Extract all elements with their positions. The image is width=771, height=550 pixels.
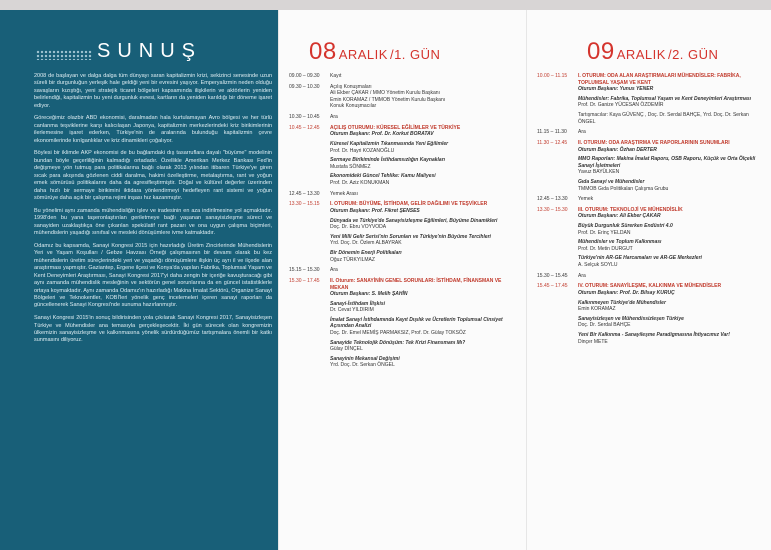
speaker-name: Dr. Cevat YILDIRIM: [330, 307, 374, 314]
session-content: [330, 267, 519, 274]
intro-text: [34, 73, 272, 350]
day2-label: /2. GÜN: [667, 47, 719, 62]
session-moderator: Oturum Başkanı: S. Melih ŞAHİN: [330, 291, 408, 298]
speaker-name: Ara: [330, 267, 338, 274]
schedule-row: [537, 196, 764, 203]
session-moderator: Oturum Başkanı: Prof. Fikret ŞENSES: [330, 207, 420, 214]
day2-panel: [526, 10, 771, 550]
session-time: 15.30 – 17.45: [289, 277, 320, 284]
session-time: 10.00 – 11.15: [537, 73, 568, 79]
session-content: [330, 278, 519, 369]
session-time: 09.00 – 09.30: [289, 73, 320, 79]
schedule-row: [289, 278, 519, 369]
day2-month: ARALIK: [616, 47, 666, 62]
speaker-name: TMMOB Gıda Politikaları Çalışma Grubu: [578, 185, 669, 192]
talk-title: Sanayisizleşen ve Mühendissizleşen Türkiye: [578, 315, 684, 322]
session-time: 13.30 – 15.30: [537, 206, 568, 213]
day2-schedule: [537, 73, 764, 349]
session-time: 10.45 – 12.45: [289, 124, 320, 131]
schedule-row: [537, 283, 764, 345]
speaker-name: Prof. Dr. Hayri KOZANOĞLU: [330, 147, 395, 154]
schedule-row: [289, 73, 519, 80]
speaker-name: Emin KORAMAZ: [578, 306, 616, 313]
talk-title: Yeni Bir Kalkınma - Sanayileşme Paradigmasına İhtiyacımız Var!: [578, 331, 730, 338]
session-title: I. OTURUM: ODA ALAN ARAŞTIRMALARI MÜHENDİSLER: FABRİKA, TOPLUMSAL YAŞAM VE KENT: [578, 73, 741, 86]
session-time: 15.45 – 17.45: [537, 283, 568, 290]
speaker-name: Prof. Dr. Metin DURGUT: [578, 245, 633, 252]
intro-paragraph: Odamız bu kapsamda, Sanayi Kongresi 2015 için hazırladığı Üretim Zincirlerinde Mühendislerin Yeri ve Yaşam Koşulları / Gebze Havzası Örneği çalışmasının bir devamı olarak bu kez mühendislerin üretim süreçlerindeki yeri ve yaşadığı dönüşümlere ilişkin üç ayrı il ve ilçede alan araştırması yapmıştır. Gaziantep, Ergene ilçesi ve Konya'da yapılan Fabrika, Toplumsal Yaşam ve Kent Deneyimleri Araştırması, Sanayi Kongresi 2017'yi daha zengin bir içeriğe kavuşturacağı gibi aynı zamanda mühendislik mesleğinin ve sektörün genel sorunlarına da en güncel istatistiklerle ortaya koymaktadır. Aynı zamanda Odamız'ın hazırladığı Makina İmalat Sektörü, Organize Sanayi Bölgeleri ve Teknokentler, KOBİ'leri yönelik genç incelemeleri içeren sanayi raporları da güncellenerek Sanayi Kongresi'nde sunuma hazırlanmıştır.: [34, 242, 272, 309]
talk-title: Gıda Sanayi ve Mühendisler: [578, 178, 645, 185]
schedule-row: [289, 114, 519, 121]
day1-panel: [278, 10, 527, 550]
talk-title: Sanayinin Mekansal Değişimi: [330, 355, 400, 362]
session-time: 13.30 – 15.15: [289, 201, 320, 208]
speaker-name: Mustafa SÖNMEZ: [330, 163, 371, 170]
speaker-name: Yemek Arası: [330, 190, 358, 197]
speaker-name: A. Selçuk SOYLU: [578, 262, 618, 269]
session-time: 12.45 – 13.30: [537, 196, 568, 203]
day1-date: 08: [309, 38, 337, 65]
intro-panel: [0, 10, 278, 550]
speaker-name: Konuk Konuşmacılar: [330, 103, 377, 110]
session-title: IV. OTURUM: SANAYİLEŞME, KALKINMA VE MÜHENDİSLER: [578, 283, 722, 290]
speaker-name: Prof. Dr. Aziz KONUKMAN: [330, 180, 390, 186]
session-title: AÇILIŞ OTURUMU: KÜRESEL EĞİLİMLER VE TÜRKİYE: [330, 124, 461, 131]
talk-title: Sanayi-İstihdam İlişkisi: [330, 300, 386, 307]
intro-paragraph: Sanayi Kongresi 2015'in sonuç bildirisinden yola çıkılarak Sanayi Kongresi 2017, Sanayisizleşen Türkiye ve Mühendisler ana temasıyla gerçekleşecektir. İki gün sürecek olan kongremizin ülkemizin sanayisizleşme ve kalkınmasına yönelik sürdürdüğümüz tartışmalara önemli bir katkı sunmasını diliyoruz.: [34, 315, 272, 344]
speaker-name: Prof. Dr. Ganize YÜCESAN ÖZDEMİR: [578, 102, 664, 109]
session-content: [578, 129, 764, 136]
schedule-row: [289, 201, 519, 263]
speaker-name: Doç. Dr. Serdal BAHÇE: [578, 322, 631, 329]
speaker-name: Ali Ekber ÇAKAR / MMO Yönetim Kurulu Başkanı: [330, 90, 440, 97]
dot-pattern: [36, 50, 92, 60]
session-moderator: Oturum Başkanı: Prof. Dr. Bilsay KURUÇ: [578, 290, 675, 296]
speaker-name: Dinçer METE: [578, 338, 608, 345]
session-time: 09.30 – 10.30: [289, 83, 320, 90]
talk-title: Sanayide Teknolojik Dönüşüm: Tek Krizi Finansmanı Mı?: [330, 339, 466, 346]
talk-title: Ekonomideki Güncel Tehlike: Kamu Maliyesi: [330, 173, 436, 180]
intro-paragraph: Bu yönelimi aynı zamanda mühendisliğin işlev ve iradesinin en aza indirilmesine yol açmaktadır. 1998'den bu yana taşeronlaştırılan geriletmeye bağlı yaşanan sanayisizleşme süreci ve sanayiden uzaklaştıkça öne çıkarılan spekülatif rant pazarı ve ona uygun çalışma biçimleri, mühendislerin yaşadığı sınıfsal ve mesleki dönüşümlere ivme katmaktadır.: [34, 207, 272, 237]
schedule-row: [537, 273, 764, 280]
speaker-name: Yrd. Doç. Dr. Özlem ALBAYRAK: [330, 240, 402, 247]
session-time: 11.15 – 11.30: [537, 129, 567, 136]
session-time: 15.15 – 15.30: [289, 267, 320, 274]
session-content: [578, 196, 764, 203]
speaker-name: Gülay DİNÇEL: [330, 346, 363, 353]
session-content: [578, 140, 764, 192]
schedule-row: [537, 207, 764, 269]
session-content: [330, 201, 519, 263]
session-content: [330, 73, 519, 80]
session-moderator: Oturum Başkanı: Özhan DERTER: [578, 146, 657, 153]
speaker-name: Doç. Dr. Emel MEMİŞ PARMAKSIZ, Prof. Dr. Gülay TOKSÖZ: [330, 330, 466, 337]
talk-title: İmalat Sanayi İstihdamında Kayıt Dışılık ve Ücretlerin Toplumsal Cinsiyet Açısından Analizi: [330, 316, 503, 330]
speaker-name: Oğuz TÜRKYILMAZ: [330, 256, 375, 263]
talk-title: Sermaye Birikiminde İstihdamsızlığın Kaynakları: [330, 157, 446, 164]
session-moderator: Oturum Başkanı: Prof. Dr. Korkut BORATAV: [330, 131, 434, 138]
speaker-name: Doç. Dr. Ebru VOYVODA: [330, 224, 387, 231]
session-time: 10.30 – 10.45: [289, 114, 320, 121]
speaker-name: Emin KORAMAZ / TMMOB Yönetim Kurulu Başkanı: [330, 96, 446, 103]
talk-title: Mühendisler: Fabrika, Toplumsal Yaşam ve Kent Deneyimleri Araştırması: [578, 95, 752, 102]
day2-date: 09: [587, 38, 615, 65]
talk-title: Kalkınmeyen Türkiye'de Mühendisler: [578, 299, 666, 306]
speaker-name: Ara: [330, 114, 338, 121]
talk-title: Bir Dönemin Enerji Politikaları: [330, 249, 402, 256]
session-time: 11.30 – 12.45: [537, 139, 568, 146]
schedule-row: [289, 125, 519, 187]
speaker-name: Ara: [578, 129, 586, 136]
session-content: [330, 191, 519, 198]
session-content: [578, 273, 764, 280]
schedule-row: [537, 73, 764, 125]
day1-label: /1. GÜN: [389, 47, 441, 62]
talk-title: Büyük Durgunluk Sürerken Endüstri 4.0: [578, 223, 673, 230]
schedule-row: [537, 129, 764, 136]
speaker-name: Yavuz BAYÜLKEN: [578, 169, 620, 176]
intro-paragraph: 2008 de başlayan ve dalga dalga tüm dünyayı saran kapitalizmin krizi, sekizinci senesinde uzun süreli bir durgunluğun yerleşik hale geldiği yeni bir evresini yaşıyor. Emperyalizmin neden olduğu savaşların kızıştığı, yeni stratejik ticaret bölgeleri kapsamında ilişkilerin ve aktörlerin yeniden belirlendiği, kapitalizmin bu yeni durgunluk evresi, kartların da yeniden karıldığı bir döneme işaret ediyor.: [34, 73, 272, 109]
day1-schedule: [289, 73, 519, 373]
talk-title: Mühendisler ve Toplum Kalkınması: [578, 239, 662, 246]
talk-title: Yeni Milli Gelir Serisi'nin Sorunları ve Türkiye'nin Büyüme Tercihleri: [330, 233, 491, 240]
session-content: [330, 125, 519, 187]
schedule-row: [289, 191, 519, 198]
schedule-row: [537, 140, 764, 192]
day1-month: ARALIK: [338, 47, 388, 62]
session-content: [578, 207, 764, 269]
session-moderator: Oturum Başkanı: Ali Ekber ÇAKAR: [578, 213, 661, 220]
session-title: III. OTURUM: TEKNOLOJİ VE MÜHENDİSLİK: [578, 206, 683, 213]
speaker-name: Kayıt: [330, 73, 342, 79]
day2-header: [587, 38, 718, 66]
session-title: II. OTURUM: ODA ARAŞTIRMA VE RAPORLARININ SUNUMLARI: [578, 139, 730, 146]
intro-paragraph: Böylesi bir iklimde AKP ekonomisi de bu bağlamdaki dış tasarruflara dayalı "büyüme" modelinin bundan böyle geçerliliğinin kalmadığı ortadadır. Özellikle Amerikan Merkez Bankası Fed'in değişmeye yön tutmuş para politikalarına bağlı olarak 2013 yılından itibaren Türkiye'ye giren sıcak para akışında gözlenen ciddi daralma, hakimi özelleştirme, metalaştırma, rant ve yoğun emek sömürüsü politikalarını daha da agresifleştirmiştir. Doğal ve kültürel değerler üzerinden daha hızlı bir sermaye birikimini iktidara yönlendirmeyi hedefleyen rant sistemi ve yoğun sömürüye daha açık bir çalışma rejimi inşası hız kazanmıştır.: [34, 150, 272, 202]
section-title: SUNUŞ: [97, 40, 203, 62]
speaker-name: Açılış Konuşmaları: [330, 83, 372, 90]
speaker-name: Tartışmacılar: Kaya GÜVENÇ , Doç. Dr. Serdal BAHÇE, Yrd. Doç. Dr. Serkan ÖNGEL: [578, 111, 749, 125]
session-time: 15.30 – 15.45: [537, 272, 568, 279]
session-time: 12.45 – 13.30: [289, 190, 320, 197]
talk-title: Küresel Kapitalizmin Tıkanmasında Yeni Eğilimler: [330, 141, 449, 148]
schedule-row: [289, 267, 519, 274]
talk-title: MMO Raporları: Makina İmalat Raporu, OSB Raporu, Küçük ve Orta Ölçekli Sanayi İşletmeleri: [578, 156, 756, 169]
session-content: [578, 283, 764, 345]
top-stripe: [0, 0, 771, 10]
intro-paragraph: Göreceğimiz olazbir ABD ekonomisi, daralmadan hala kurtulamayan Avro bölgesi ve her türlü canlanma teşviklerine karşı kalıcılaşan Japonya, kapitalizmin merkezlerindeki kriz birikimlerinin ilerlemesine işaret ederken, Türkiye'nin de aralarında bulunduğu kapitalizmin çevre ekonomilerinde kırılganlıklar ve kriz dinamikleri çoğalıyor.: [34, 115, 272, 144]
session-content: [330, 114, 519, 121]
speaker-name: Ara: [578, 272, 586, 279]
speaker-name: Prof. Dr. Erinç YELDAN: [578, 229, 631, 236]
session-moderator: Oturum Başkanı: Yunus YENER: [578, 86, 654, 93]
session-content: [330, 84, 519, 110]
talk-title: Dünyada ve Türkiye'de Sanayisizleşme Eğilimleri, Büyüme Dinamikleri: [330, 217, 498, 224]
talk-title: Türkiye'nin AR-GE Harcamaları ve AR-GE Merkezleri: [578, 255, 702, 262]
schedule-row: [289, 84, 519, 110]
session-content: [578, 73, 764, 125]
day1-header: [309, 38, 440, 66]
session-title: II. Oturum: SANAYİNİN GENEL SORUNLARI: İSTİHDAM, FİNANSMAN VE MEKAN: [330, 277, 502, 291]
speaker-name: Yemek: [578, 196, 594, 203]
session-title: I. OTURUM: BÜYÜME, İSTİHDAM, GELİR DAĞILIMI VE TEŞVİKLER: [330, 201, 488, 208]
speaker-name: Yrd. Doç. Dr. Serkan ÖNGEL: [330, 362, 395, 369]
